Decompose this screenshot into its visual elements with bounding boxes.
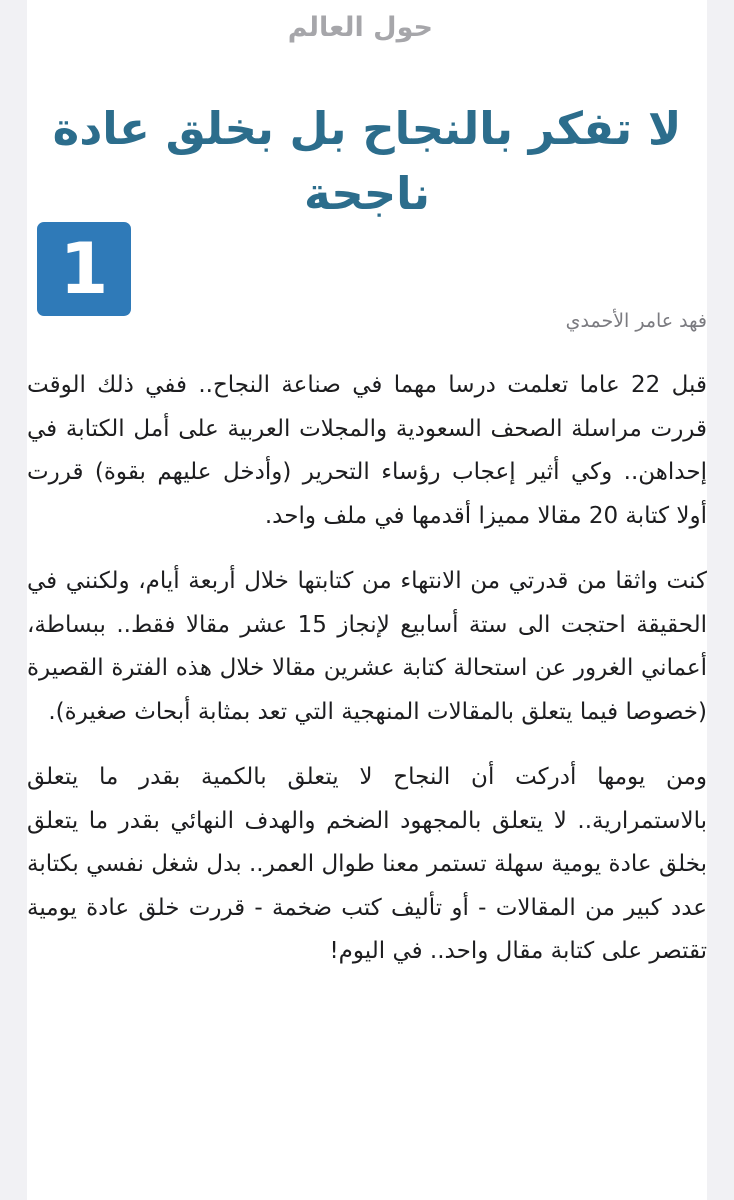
article-paragraph: قبل 22 عاما تعلمت درسا مهما في صناعة النجاح.. ففي ذلك الوقت قررت مراسلة الصحف السعودية والمجلات العربية على أمل الكتابة في إحداهن.. وكي أثير إعجاب رؤساء التحرير (وأدخل عليهم بقوة) قررت أولا كتابة 20 مقالا مميزا أقدمها في ملف واحد. (27, 372, 707, 529)
article-page (27, 0, 707, 1200)
article-paragraph: ومن يومها أدركت أن النجاح لا يتعلق بالكمية بقدر ما يتعلق بالاستمرارية.. لا يتعلق بالمجهود الضخم والهدف النهائي بقدر ما يتعلق بخلق عادة يومية سهلة تستمر معنا طوال العمر.. بدل شغل نفسي بكتابة عدد كبير من المقالات - أو تأليف كتب ضخمة - قررت خلق عادة يومية تقتصر على كتابة مقال واحد.. في اليوم! (27, 764, 707, 964)
right-margin-band (707, 0, 734, 1200)
section-label: حول العالم (287, 12, 433, 43)
left-margin-band (0, 0, 27, 1200)
author-byline: فهد عامر الأحمدي (565, 310, 707, 332)
article-body (27, 364, 707, 996)
article-title: لا تفكر بالنجاح بل بخلق عادة ناجحة (52, 102, 682, 220)
article-paragraph: كنت واثقا من قدرتي من الانتهاء من كتابتها خلال أربعة أيام، ولكنني في الحقيقة احتجت الى ستة أسابيع لإنجاز 15 عشر مقالا فقط.. ببساطة، أعماني الغرور عن استحالة كتابة عشرين مقالا خلال هذه الفترة القصيرة (خصوصا فيما يتعلق بالمقالات المنهجية التي تعد بمثابة أبحاث صغيرة). (27, 568, 707, 725)
article-number-badge: 1 (37, 222, 131, 316)
